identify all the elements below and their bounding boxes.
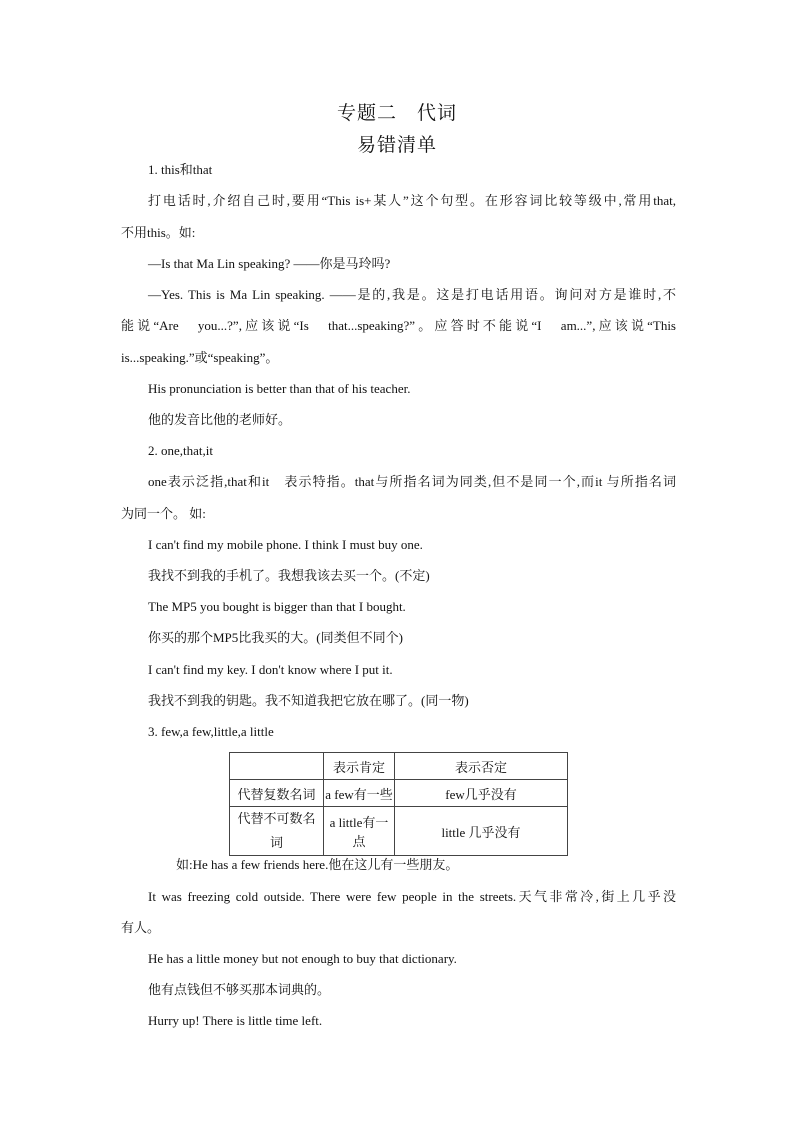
table-cell xyxy=(230,807,324,856)
table-cell-line: 代替不可数名 xyxy=(237,811,316,826)
section1-example1: —Is that Ma Lin speaking? ——你是马玲吗? xyxy=(148,256,391,271)
table-header-cell xyxy=(230,753,324,780)
section3-example3-zh: 他有点钱但不够买那本词典的。 xyxy=(148,982,331,997)
page-subtitle: 易错清单 xyxy=(356,134,437,156)
section2-example2-zh: 你买的那个MP5比我买的大。(同类但不同个) xyxy=(148,630,403,645)
section1-paragraph2-line1: —Yes. This is Ma Lin speaking. ——是的,我是。这是打电话用语。询问对方是谁时,不 xyxy=(148,287,676,302)
table-cell: little 几乎没有 xyxy=(395,807,568,856)
section2-example1-en: I can't find my mobile phone. I think I must buy one. xyxy=(148,537,423,552)
section2-heading: 2. one,that,it xyxy=(148,443,213,458)
section2-example3-zh: 我找不到我的钥匙。我不知道我把它放在哪了。(同一物) xyxy=(148,693,469,708)
section2-example2-en: The MP5 you bought is bigger than that I bought. xyxy=(148,599,406,614)
section3-example2-line1: It was freezing cold outside. There were few people in the streets.天气非常冷,街上几乎没 xyxy=(148,889,676,904)
table-cell-line: 词 xyxy=(269,835,283,850)
section1-example2-en: His pronunciation is better than that of his teacher. xyxy=(148,381,411,396)
page-title: 专题二 代词 xyxy=(336,102,457,124)
table-row xyxy=(230,780,568,807)
section1-paragraph2-line3: is...speaking.”或“speaking”。 xyxy=(121,350,279,365)
section2-example1-zh: 我找不到我的手机了。我想我该去买一个。(不定) xyxy=(148,568,430,583)
section1-paragraph1-line2: 不用this。如: xyxy=(121,225,196,240)
table-header-row xyxy=(230,753,568,780)
section3-example2-line2: 有人。 xyxy=(121,920,161,935)
section2-paragraph-line1: one表示泛指,that和it 表示特指。that与所指名词为同类,但不是同一个,而it 与所指名词 xyxy=(148,474,676,489)
section2-example3-en: I can't find my key. I don't know where I put it. xyxy=(148,662,393,677)
section3-example1: 如:He has a few friends here.他在这儿有一些朋友。 xyxy=(176,857,459,872)
quantifier-table xyxy=(229,752,568,856)
table-header-cell: 表示肯定 xyxy=(324,753,395,780)
table-cell: a little有一点 xyxy=(324,807,395,856)
section3-example4-en: Hurry up! There is little time left. xyxy=(148,1013,323,1028)
table-cell: 代替复数名词 xyxy=(230,780,324,807)
section3-heading: 3. few,a few,little,a little xyxy=(148,724,274,739)
section1-heading: 1. this和that xyxy=(148,162,213,177)
section1-paragraph2-line2: 能说“Are you...?”,应该说“Is that...speaking?”。应答时不能说“I am...”,应该说“This xyxy=(121,318,676,333)
section1-example2-zh: 他的发音比他的老师好。 xyxy=(148,412,292,427)
table-row xyxy=(230,807,568,856)
section1-paragraph1-line1: 打电话时,介绍自己时,要用“This is+某人”这个句型。在形容词比较等级中,常用that, xyxy=(148,193,676,208)
table-cell: few几乎没有 xyxy=(395,780,568,807)
table-cell: a few有一些 xyxy=(324,780,395,807)
section2-paragraph-line2: 为同一个。 如: xyxy=(121,506,206,521)
table-header-cell: 表示否定 xyxy=(395,753,568,780)
section3-example3-en: He has a little money but not enough to buy that dictionary. xyxy=(148,951,457,966)
